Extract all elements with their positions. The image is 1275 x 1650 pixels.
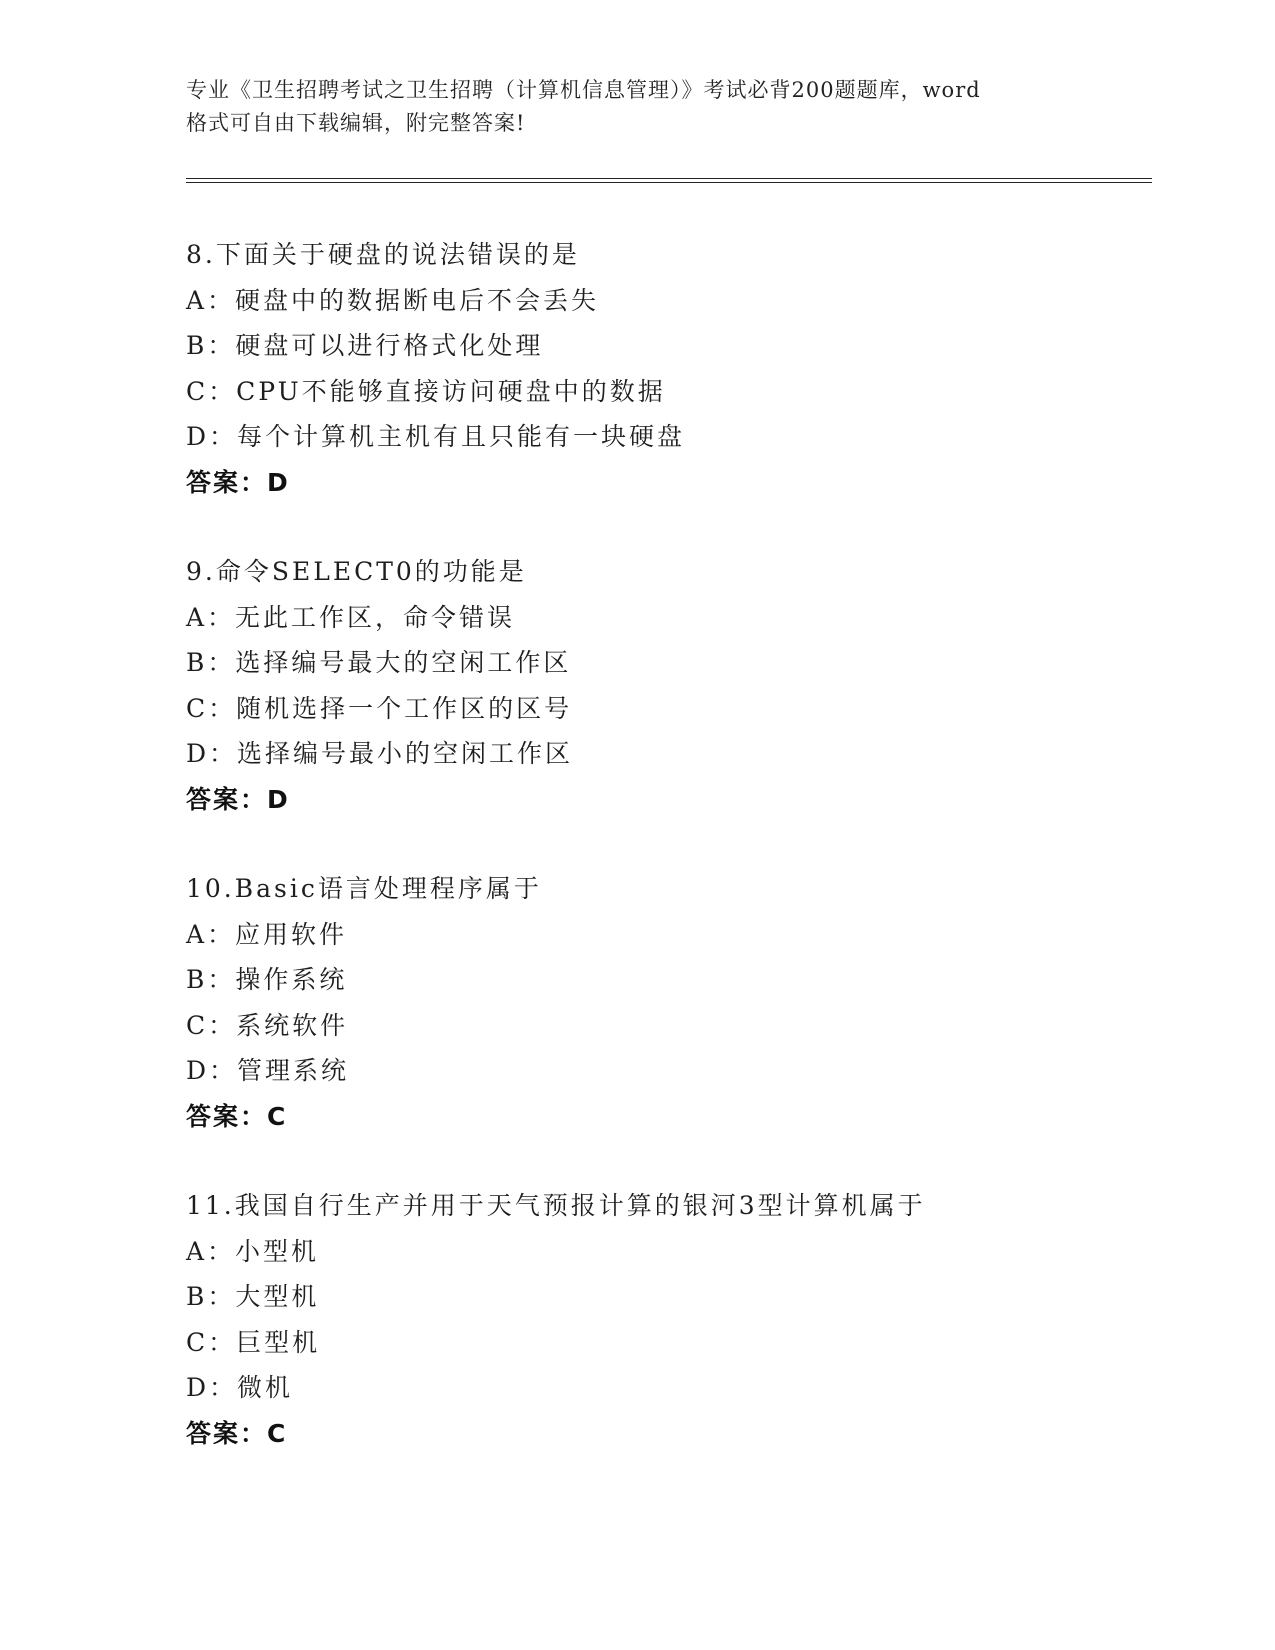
option-b: B：选择编号最大的空闲工作区 bbox=[186, 648, 572, 677]
option-a: A：无此工作区，命令错误 bbox=[186, 602, 516, 632]
option-c: C：系统软件 bbox=[186, 1010, 349, 1040]
question-stem: 10.Basic语言处理程序属于 bbox=[186, 874, 542, 903]
answer-label: 答案：D bbox=[186, 467, 290, 497]
option-d: D：管理系统 bbox=[186, 1056, 350, 1085]
option-a: A：应用软件 bbox=[186, 919, 348, 949]
answer-label: 答案：D bbox=[186, 784, 290, 814]
option-c: C：随机选择一个工作区的区号 bbox=[186, 693, 573, 723]
document-header bbox=[186, 74, 1086, 140]
question-list bbox=[186, 232, 1186, 1500]
question-8 bbox=[186, 232, 1186, 505]
question-10 bbox=[186, 866, 1186, 1139]
header-line-1: 专业《卫生招聘考试之卫生招聘（计算机信息管理）》考试必背200题题库，word bbox=[186, 78, 981, 102]
answer-label: 答案：C bbox=[186, 1101, 288, 1131]
header-line-2: 格式可自由下载编辑，附完整答案! bbox=[186, 111, 526, 135]
option-c: C：巨型机 bbox=[186, 1327, 321, 1357]
question-stem: 8.下面关于硬盘的说法错误的是 bbox=[186, 240, 580, 269]
option-b: B：操作系统 bbox=[186, 965, 348, 994]
question-stem: 11.我国自行生产并用于天气预报计算的银河3型计算机属于 bbox=[186, 1191, 926, 1220]
option-d: D：微机 bbox=[186, 1373, 294, 1402]
question-stem: 9.命令SELECT0的功能是 bbox=[186, 557, 527, 586]
header-divider bbox=[186, 178, 1152, 183]
option-a: A：硬盘中的数据断电后不会丢失 bbox=[186, 285, 600, 315]
question-9 bbox=[186, 549, 1186, 822]
option-c: C：CPU不能够直接访问硬盘中的数据 bbox=[186, 376, 666, 406]
option-a: A：小型机 bbox=[186, 1236, 320, 1266]
question-11 bbox=[186, 1183, 1186, 1456]
option-b: B：大型机 bbox=[186, 1282, 320, 1311]
answer-label: 答案：C bbox=[186, 1418, 288, 1448]
option-d: D：选择编号最小的空闲工作区 bbox=[186, 739, 574, 768]
option-d: D：每个计算机主机有且只能有一块硬盘 bbox=[186, 422, 686, 451]
option-b: B：硬盘可以进行格式化处理 bbox=[186, 331, 544, 360]
